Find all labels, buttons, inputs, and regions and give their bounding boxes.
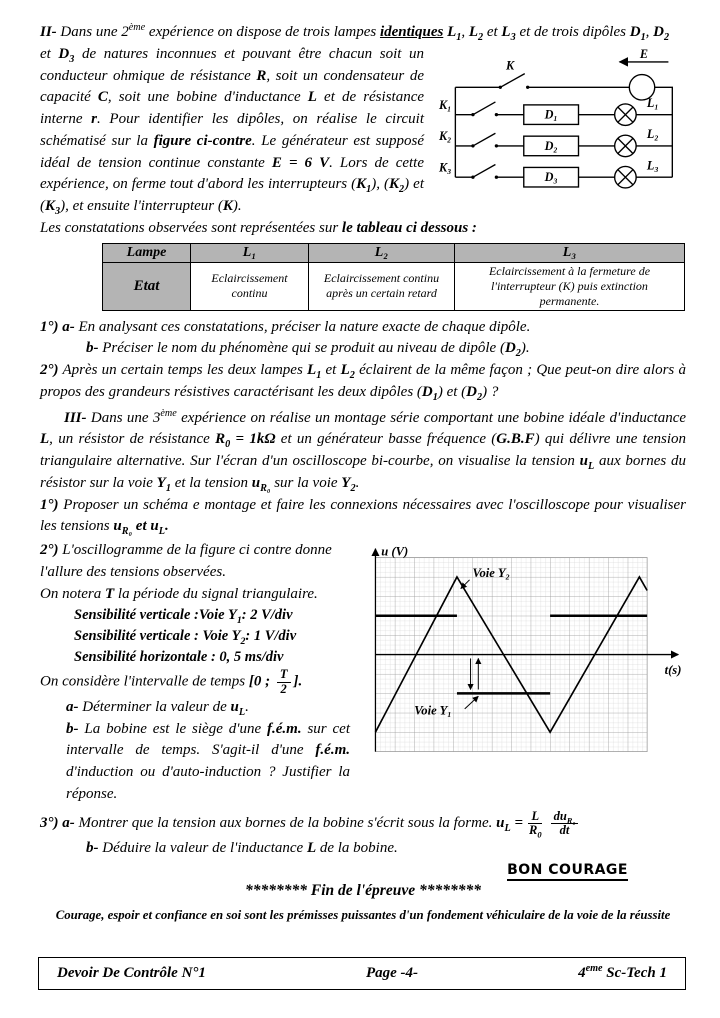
fraction-denominator: 2 [280, 682, 287, 697]
fraction-numerator: T [277, 668, 291, 683]
sensitivity-voie-y2: Sensibilité verticale : Voie $Y_2$: 1 V/div [74, 628, 297, 648]
cell-etat-l1: Eclaircissement continu [191, 262, 309, 310]
lamp-l1-label: L₁ [646, 95, 659, 110]
switch-k2-icon [473, 133, 495, 146]
q2-notera: On notera T la période du signal triangulaire. [40, 585, 318, 602]
q3a-text: 3°) a- Montrer que la tension aux bornes de la bobine s'écrit sous la forme. $u_L$ = [40, 815, 523, 835]
t-axis-label: t(s) [664, 662, 682, 677]
section2-body-text: et $D_3$ de natures inconnues et pouvant être chacun soit un conducteur ohmique de résistance R, soit un condensateur de capacité C, soit une bobine d'inductance L et de résistance interne r. Pour identifier les dipôles, on réalise le circuit schématisé sur la figure ci-contre. Le générateur est supposé idéal de tension continue constante E = 6 V. Lors de cette expérience, on ferme tout d'abord les interrupteurs $(K_1)$, $(K_2)$ et $(K_3)$, et ensuite l'interrupteur (K). [40, 45, 425, 217]
interval-pre: On considère l'intervalle de temps [0 ; [40, 673, 274, 690]
section3-row [40, 540, 686, 806]
observations-line: Les constatations observées sont représentées sur le tableau ci dessous : [40, 219, 477, 236]
end-of-exam-line: ******** Fin de l'épreuve ******** [245, 881, 481, 899]
fraction-numerator: L [528, 810, 542, 825]
interval-post: ]. [293, 673, 303, 690]
circuit-figure [428, 48, 686, 195]
motto-line: Courage, espoir et confiance en soi sont les prémisses puissantes d'un fondement véhiculaire de la voie de la réussite [55, 907, 671, 922]
q2a: a- Déterminer la valeur de $u_L$. [66, 698, 249, 718]
question-1b: b- Préciser le nom du phénomène qui se produit au niveau de dipôle $(D_2)$. [86, 340, 530, 360]
dipole-d3-label: D₃ [544, 169, 558, 184]
switch-k-icon [500, 73, 524, 87]
cell-etat-l2: Eclaircissement continu après un certain retard [309, 262, 455, 310]
header-l1: L₁ [191, 243, 309, 262]
q2b: b- La bobine est le siège d'une f.é.m. sur cet intervalle de temps. S'agit-il d'une f.é.m. d'induction ou d'auto-induction ? Justifier la réponse. [66, 720, 350, 802]
header-lampe: Lampe [103, 243, 191, 262]
dipole-d2-label: D₂ [544, 138, 558, 153]
table-etat-row [103, 262, 685, 310]
switch-k3-label: K₃ [439, 160, 452, 175]
switch-k3-icon [473, 164, 495, 177]
switch-k1-icon [473, 102, 495, 115]
lamp-l3-label: L₃ [646, 158, 659, 173]
question-2: 2°) Après un certain temps les deux lampes $L_1$ et $L_2$ éclairent de la même façon ; Que peut-on dire alors à propos des grandeurs résistives caractérisant les deux dipôles $(D_1)$ et $(D_2)$ ? [40, 362, 686, 403]
section3-question-1: 1°) Proposer un schéma e montage et faire les connexions nécessaires avec l'oscilloscope pour visualiser les tensions $u_{R_0}$ et $u_L$. [40, 496, 686, 538]
fraction-denominator: $R_0$ [529, 823, 542, 840]
row-label-etat: Etat [103, 262, 191, 310]
oscillogram-figure [356, 542, 686, 771]
question-3a [40, 810, 686, 839]
interval-line [40, 668, 350, 697]
switch-k-label: K [506, 58, 515, 73]
footer-page-number: Page -4- [365, 965, 419, 981]
section3-intro: III- Dans une 3ème expérience on réalise un montage série comportant une bobine idéale d'inductance L, un résistor de résistance $R_0 = 1k\Omega$ et un générateur basse fréquence (G.B.F) qui délivre une tension triangulaire alternative. Sur l'écran d'un oscilloscope bi-courbe, on visualise la tension $u_L$ aux bornes du résistor sur la voie $Y_1$ et la tension $u_{R_0}$ sur la voie $Y_2$. [40, 407, 687, 494]
sensitivity-voie-y1: Sensibilité verticale :Voie $Y_1$: 2 V/div [74, 607, 293, 627]
q2-intro: 2°) L'oscillogramme de la figure ci contre donne l'allure des tensions observées. [40, 542, 332, 580]
fraction-numerator: $du_{R_0}$ [551, 810, 579, 825]
switch-k2-label: K₂ [439, 128, 452, 143]
section3-left-column [40, 540, 350, 806]
section2-row [40, 44, 686, 218]
section2-intro-line: II- Dans une 2ème expérience on dispose de trois lampes identiques $L_1$, $L_2$ et $L_3$ et de trois dipôles $D_1$, $D_2$ [40, 22, 670, 43]
page-footer [38, 957, 686, 990]
question-3b: b- Déduire la valeur de l'inductance L de la bobine. [86, 840, 398, 857]
dipole-d1-label: D₁ [544, 107, 558, 122]
contact-dots [471, 85, 529, 178]
voie-y2-label: Voie Y₂ [472, 565, 510, 580]
switch-k1-label: K₁ [439, 97, 452, 112]
u-axis-label: u (V) [381, 544, 409, 559]
fraction-T-over-2 [277, 668, 291, 697]
bon-courage-note [40, 862, 686, 878]
question-1a: 1°) a- En analysant ces constatations, préciser la nature exacte de chaque dipôle. [40, 318, 531, 335]
circuit-figure-container [428, 44, 686, 218]
observations-table [102, 243, 685, 311]
fraction-duR0-over-dt [551, 810, 579, 839]
header-l3: L₃ [455, 243, 685, 262]
cell-etat-l3: Eclaircissement à la fermeture de l'interrupteur (K) puis extinction permanente. [455, 262, 685, 310]
sensitivity-horizontal: Sensibilité horizontale : 0, 5 ms/div [74, 649, 284, 666]
generator-e-label: E [639, 47, 649, 61]
lamp-l2-label: L₂ [646, 126, 659, 141]
header-l2: L₂ [309, 243, 455, 262]
fraction-L-over-R0 [526, 810, 545, 839]
table-header-row [103, 243, 685, 262]
bon-courage-text: BON COURAGE [507, 862, 628, 881]
footer-class-label: 4eme Sc-Tech 1 [578, 963, 667, 981]
footer-exam-title: Devoir De Contrôle N°1 [57, 965, 206, 981]
voie-y1-label: Voie Y₁ [414, 703, 452, 718]
oscillogram-container [356, 540, 686, 806]
fraction-denominator: dt [559, 823, 570, 838]
